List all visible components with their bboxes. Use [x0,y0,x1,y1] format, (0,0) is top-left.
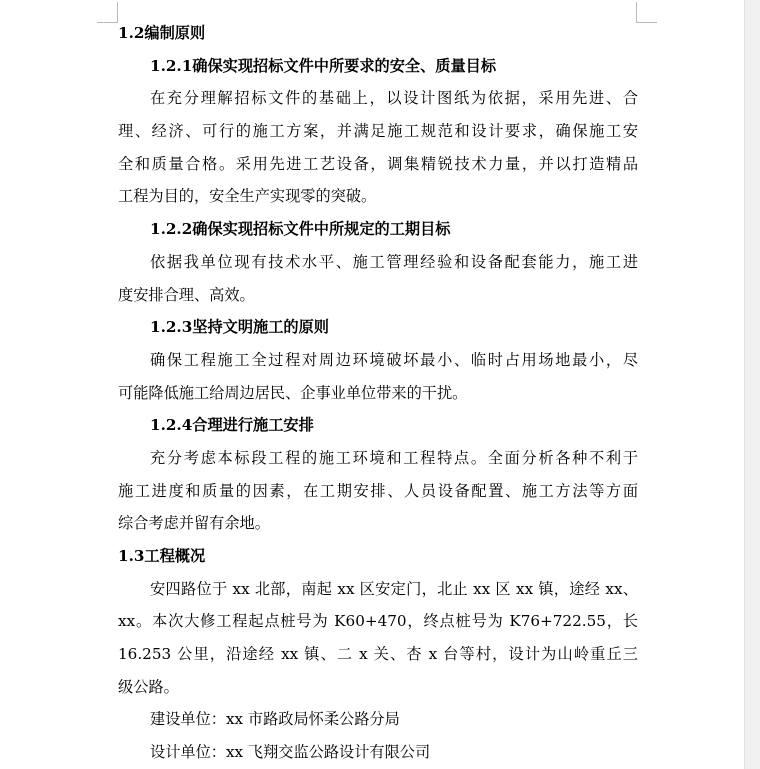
paragraph-line: 可能降低施工给周边居民、企事业单位带来的干扰。 [118,383,468,402]
paragraph-line: 综合考虑并留有余地。 [118,514,270,533]
subsection-heading: 1.2.4合理进行施工安排 [150,416,314,435]
subsection-heading: 1.2.2确保实现招标文件中所规定的工期目标 [150,220,451,239]
page-margin-corner-mark [97,2,118,23]
section-heading: 1.3工程概况 [118,547,206,565]
paragraph-line: 度安排合理、高效。 [118,285,255,304]
paragraph-line: 依据我单位现有技术水平、施工管理经验和设备配套能力，施工进 [150,252,638,271]
paragraph-line: 全和质量合格。采用先进工艺设备，调集精锐技术力量，并以打造精品 [118,154,638,173]
paragraph-line: 在充分理解招标文件的基础上，以设计图纸为依据，采用先进、合 [150,89,638,108]
paragraph-line: 工程为目的，安全生产实现零的突破。 [118,187,377,206]
vertical-scrollbar[interactable] [744,0,760,769]
subsection-heading: 1.2.3坚持文明施工的原则 [150,318,329,337]
paragraph-line: 安四路位于 xx 北部，南起 xx 区安定门，北止 xx 区 xx 镇，途经 xx、 [150,579,638,598]
subsection-heading: 1.2.1确保实现招标文件中所要求的安全、质量目标 [150,56,497,75]
paragraph-line: 确保工程施工全过程对周边环境破坏最小、临时占用场地最小，尽 [150,350,638,369]
paragraph-line: 理、经济、可行的施工方案，并满足施工规范和设计要求，确保施工安 [118,122,638,141]
paragraph-line: 建设单位：xx 市路政局怀柔公路分局 [150,710,400,729]
page-margin-corner-mark [636,2,657,23]
section-heading: 1.2编制原则 [118,24,206,42]
paragraph-line: 设计单位：xx 飞翔交监公路设计有限公司 [150,743,431,762]
paragraph-line: 级公路。 [118,677,179,696]
paragraph-line: 16.253 公里，沿途经 xx 镇、二 x 关、杏 x 台等村，设计为山岭重丘三 [118,645,638,664]
paragraph-line: 充分考虑本标段工程的施工环境和工程特点。全面分析各种不利于 [150,448,638,467]
document-body[interactable] [118,17,638,769]
paragraph-line: 施工进度和质量的因素，在工期安排、人员设备配置、施工方法等方面 [118,481,638,500]
paragraph-line: xx。本次大修工程起点桩号为 K60+470，终点桩号为 K76+722.55，长 [118,612,638,631]
